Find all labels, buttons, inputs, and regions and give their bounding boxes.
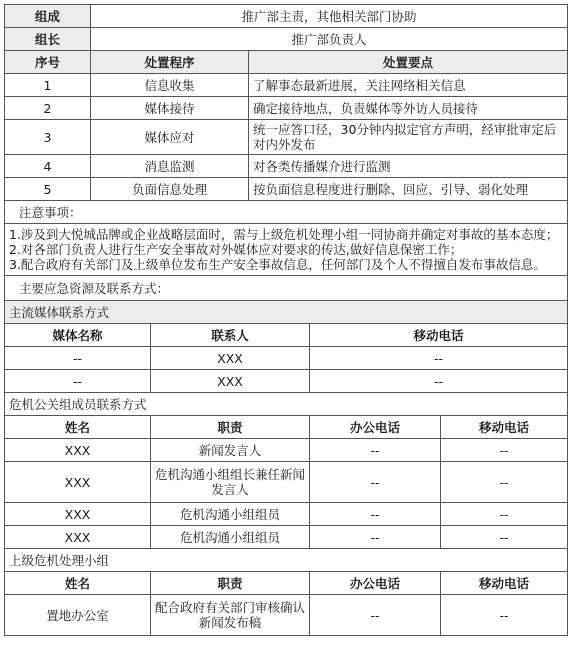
table-row [5,74,568,97]
proc-point: 按负面信息程度进行删除、回应、引导、弱化处理 [249,178,568,201]
composition-value: 推广部主责，其他相关部门协助 [91,5,568,28]
leader-value: 推广部负责人 [91,28,568,51]
media-mobile-cell: -- [310,370,568,393]
table-row [5,347,568,370]
crisis-mobile-cell: -- [441,503,568,526]
col-no: 序号 [5,51,91,74]
crisis-title: 危机公关组成员联系方式 [5,393,568,416]
media-title-row [5,301,568,324]
upper-name-cell: 置地办公室 [5,595,151,636]
crisis-title-row [5,393,568,416]
crisis-office-cell: -- [310,462,441,503]
col-upper-name: 姓名 [5,572,151,595]
proc-step: 消息监测 [91,155,249,178]
table-row [5,155,568,178]
notes-title: 注意事项： [5,201,568,224]
table-row [5,97,568,120]
crisis-duty-cell: 危机沟通小组组长兼任新闻发言人 [151,462,310,503]
note-item: 1.涉及到大悦城品牌或企业战略层面时，需与上级危机处理小组一同协商并确定对事故的基本态度； [9,227,559,242]
table-row [5,503,568,526]
proc-step: 负面信息处理 [91,178,249,201]
resources-title-row [5,276,568,301]
crisis-duty-cell: 危机沟通小组组员 [151,526,310,549]
upper-title: 上级危机处理小组 [5,549,568,572]
col-media-contact: 联系人 [151,324,310,347]
composition-label: 组成 [5,5,91,28]
proc-no: 2 [5,97,91,120]
col-crisis-office: 办公电话 [310,416,441,439]
note-item: 2.对各部门负责人进行生产安全事故对外媒体应对要求的传达,做好信息保密工作； [9,242,463,257]
upper-office-cell: -- [310,595,441,636]
table-row [5,120,568,155]
proc-no: 5 [5,178,91,201]
crisis-office-cell: -- [310,439,441,462]
crisis-office-cell: -- [310,503,441,526]
proc-point: 统一应答口径，30分钟内拟定官方声明，经审批审定后对内外发布 [249,120,568,155]
crisis-name-cell: XXX [5,526,151,549]
proc-no: 3 [5,120,91,155]
crisis-name-cell: XXX [5,503,151,526]
upper-mobile-cell: -- [441,595,568,636]
proc-point: 了解事态最新进展，关注网络相关信息 [249,74,568,97]
upper-header-row [5,572,568,595]
col-crisis-mobile: 移动电话 [441,416,568,439]
table-row [5,526,568,549]
leader-row [5,28,568,51]
col-upper-office: 办公电话 [310,572,441,595]
resources-title: 主要应急资源及联系方式： [5,276,568,301]
proc-step: 信息收集 [91,74,249,97]
table-row [5,595,568,636]
col-crisis-name: 姓名 [5,416,151,439]
crisis-header-row [5,416,568,439]
crisis-mobile-cell: -- [441,439,568,462]
emergency-table [4,4,568,636]
col-media-name: 媒体名称 [5,324,151,347]
composition-row [5,5,568,28]
col-media-mobile: 移动电话 [310,324,568,347]
notes-title-row [5,201,568,224]
crisis-duty-cell: 新闻发言人 [151,439,310,462]
media-header-row [5,324,568,347]
leader-label: 组长 [5,28,91,51]
col-step: 处置程序 [91,51,249,74]
crisis-name-cell: XXX [5,462,151,503]
media-contact-cell: XXX [151,370,310,393]
crisis-mobile-cell: -- [441,462,568,503]
proc-step: 媒体接待 [91,97,249,120]
notes-body [5,224,568,276]
procedure-header-row [5,51,568,74]
table-row [5,462,568,503]
col-point: 处置要点 [249,51,568,74]
note-item: 3.配合政府有关部门及上级单位发布生产安全事故信息，任何部门及个人不得擅自发布事故信息。 [9,257,546,272]
media-title: 主流媒体联系方式 [5,301,568,324]
col-upper-duty: 职责 [151,572,310,595]
proc-point: 对各类传播媒介进行监测 [249,155,568,178]
media-name-cell: -- [5,347,151,370]
table-row [5,370,568,393]
media-name-cell: -- [5,370,151,393]
proc-no: 4 [5,155,91,178]
col-upper-mobile: 移动电话 [441,572,568,595]
crisis-mobile-cell: -- [441,526,568,549]
proc-point: 确定接待地点，负责媒体等外访人员接待 [249,97,568,120]
upper-duty-cell: 配合政府有关部门审核确认新闻发布稿 [151,595,310,636]
table-row [5,178,568,201]
proc-no: 1 [5,74,91,97]
crisis-office-cell: -- [310,526,441,549]
notes-row [5,224,568,276]
media-contact-cell: XXX [151,347,310,370]
crisis-duty-cell: 危机沟通小组组员 [151,503,310,526]
proc-step: 媒体应对 [91,120,249,155]
media-mobile-cell: -- [310,347,568,370]
upper-title-row [5,549,568,572]
crisis-name-cell: XXX [5,439,151,462]
col-crisis-duty: 职责 [151,416,310,439]
table-row [5,439,568,462]
